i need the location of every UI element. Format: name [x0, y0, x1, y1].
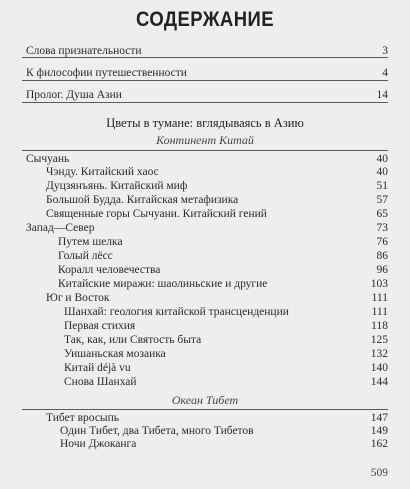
- toc-entry-title: К философии путешественности: [26, 67, 187, 79]
- toc-entry-title: Китай déjà vu: [64, 362, 131, 374]
- toc-entry-page: 57: [376, 194, 388, 206]
- page-number: 509: [370, 467, 388, 479]
- divider: [22, 57, 388, 58]
- toc-entry-page: 14: [376, 89, 388, 101]
- toc-entry-title: Тибет вросыпь: [46, 412, 120, 424]
- toc-entry-title: Первая стихия: [64, 320, 136, 332]
- page-title: СОДЕРЖАНИЕ: [136, 8, 274, 31]
- toc-entry-page: 73: [376, 222, 388, 234]
- toc-entry-title: Путем шелка: [58, 236, 123, 248]
- toc-entry-title: Дуцзянъянь. Китайский миф: [46, 180, 188, 192]
- toc-entry-title: Юг и Восток: [46, 292, 110, 304]
- toc-entry-page: 111: [371, 306, 388, 318]
- toc-entry-page: 140: [370, 362, 388, 374]
- toc-entry-page: 144: [370, 376, 388, 388]
- section-subtitle-china: Континент Китай: [156, 133, 254, 147]
- toc-entry-page: 76: [376, 236, 388, 248]
- toc-entry-title: Голый лёсс: [58, 250, 113, 262]
- toc-entry-page: 118: [371, 320, 388, 332]
- toc-entry-page: 132: [370, 348, 388, 360]
- toc-entry-page: 125: [370, 334, 388, 346]
- part-title: Цветы в тумане: вглядываясь в Азию: [106, 116, 304, 130]
- section-subtitle-tibet: Океан Тибет: [171, 393, 239, 407]
- toc-entry-page: 162: [370, 438, 388, 450]
- toc-entry-title: Так, как, или Святость быта: [64, 334, 202, 346]
- toc-entry-page: 147: [370, 412, 388, 424]
- toc-entry-title: Снова Шанхай: [64, 376, 137, 388]
- toc-entry-page: 86: [376, 250, 388, 262]
- toc-entry-page: 96: [376, 264, 388, 276]
- toc-entry-title: Большой Будда. Китайская метафизика: [46, 194, 239, 206]
- toc-entry-title: Запад—Север: [26, 222, 95, 234]
- divider: [22, 80, 388, 81]
- toc-entry-title: Шанхай: геология китайской трансценденции: [64, 306, 289, 318]
- divider: [22, 409, 388, 410]
- toc-entry-page: 4: [382, 67, 388, 79]
- toc-entry-title: Священные горы Сычуани. Китайский гений: [46, 208, 267, 220]
- toc-entry-page: 40: [376, 166, 388, 178]
- toc-entry-title: Китайские миражи: шаолиньские и другие: [58, 278, 268, 290]
- toc-entry-title: Пролог. Душа Азии: [26, 89, 122, 101]
- toc-entry-title: Чэнду. Китайский хаос: [46, 166, 159, 178]
- toc-entry-title: Коралл человечества: [58, 264, 161, 276]
- toc-entry-page: 3: [382, 45, 388, 57]
- toc-entry-page: 103: [370, 278, 388, 290]
- divider: [22, 150, 388, 151]
- toc-entry-title: Сычуань: [26, 153, 70, 165]
- toc-entry-title: Один Тибет, два Тибета, много Тибетов: [60, 425, 254, 437]
- toc-entry-page: 111: [371, 292, 388, 304]
- toc-entry-title: Ночи Джоканга: [60, 438, 137, 450]
- toc-entry-page: 149: [370, 425, 388, 437]
- divider: [22, 102, 388, 103]
- toc-entry-title: Уишаньская мозаика: [64, 348, 166, 360]
- toc-entry-page: 65: [376, 208, 388, 220]
- toc-entry-page: 51: [376, 180, 388, 192]
- toc-entry-page: 40: [376, 153, 388, 165]
- toc-entry-title: Слова признательности: [26, 45, 142, 57]
